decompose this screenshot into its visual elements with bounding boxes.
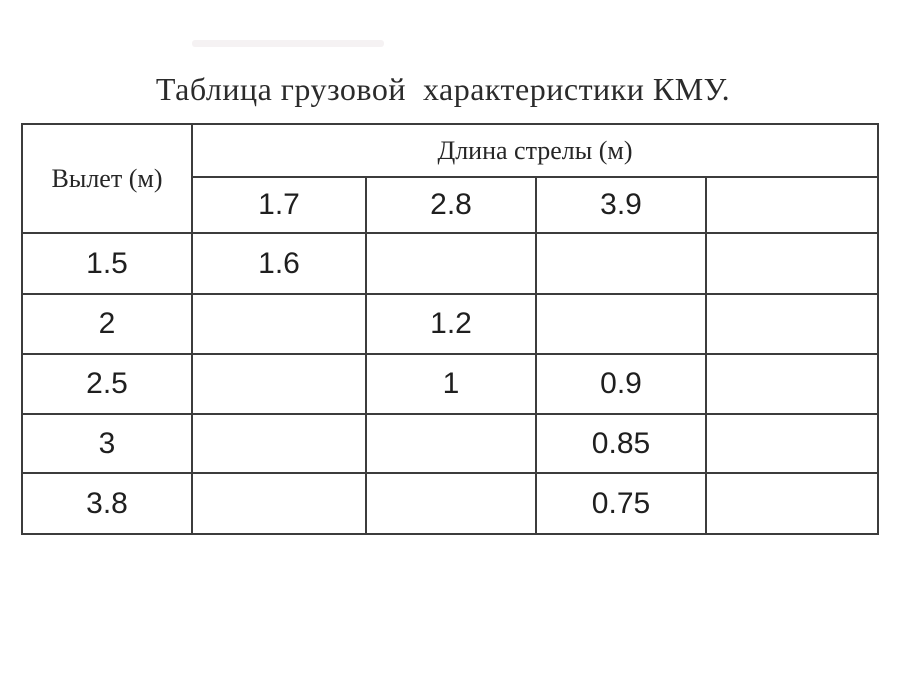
capacity-cell — [706, 473, 878, 534]
capacity-cell — [706, 233, 878, 294]
capacity-cell: 0.75 — [536, 473, 706, 534]
capacity-cell — [366, 414, 536, 473]
capacity-cell: 0.9 — [536, 354, 706, 414]
header-row-boom — [22, 124, 878, 177]
capacity-cell: 1.6 — [192, 233, 366, 294]
table-row — [22, 233, 878, 294]
capacity-cell — [706, 414, 878, 473]
table-row — [22, 414, 878, 473]
reach-cell: 2 — [22, 294, 192, 354]
boom-length-cell: 2.8 — [366, 177, 536, 233]
capacity-cell — [536, 233, 706, 294]
boom-length-cell: 3.9 — [536, 177, 706, 233]
table-row — [22, 294, 878, 354]
capacity-cell: 1 — [366, 354, 536, 414]
capacity-cell — [366, 233, 536, 294]
boom-length-cell — [706, 177, 878, 233]
capacity-cell — [366, 473, 536, 534]
table-row — [22, 473, 878, 534]
capacity-cell — [192, 294, 366, 354]
capacity-cell — [706, 354, 878, 414]
boom-length-cell: 1.7 — [192, 177, 366, 233]
load-characteristics-table — [21, 123, 879, 535]
reach-cell: 1.5 — [22, 233, 192, 294]
reach-cell: 3 — [22, 414, 192, 473]
capacity-cell — [706, 294, 878, 354]
capacity-cell — [536, 294, 706, 354]
capacity-cell — [192, 473, 366, 534]
reach-header-cell: Вылет (м) — [22, 124, 192, 233]
capacity-cell — [192, 354, 366, 414]
reach-cell: 3.8 — [22, 473, 192, 534]
table-row — [22, 354, 878, 414]
page-title: Таблица грузовой характеристики КМУ. — [155, 71, 731, 107]
capacity-cell: 1.2 — [366, 294, 536, 354]
boom-length-header-cell: Длина стрелы (м) — [192, 124, 878, 177]
reach-cell: 2.5 — [22, 354, 192, 414]
capacity-cell — [192, 414, 366, 473]
capacity-cell: 0.85 — [536, 414, 706, 473]
scan-artifact — [192, 40, 384, 47]
